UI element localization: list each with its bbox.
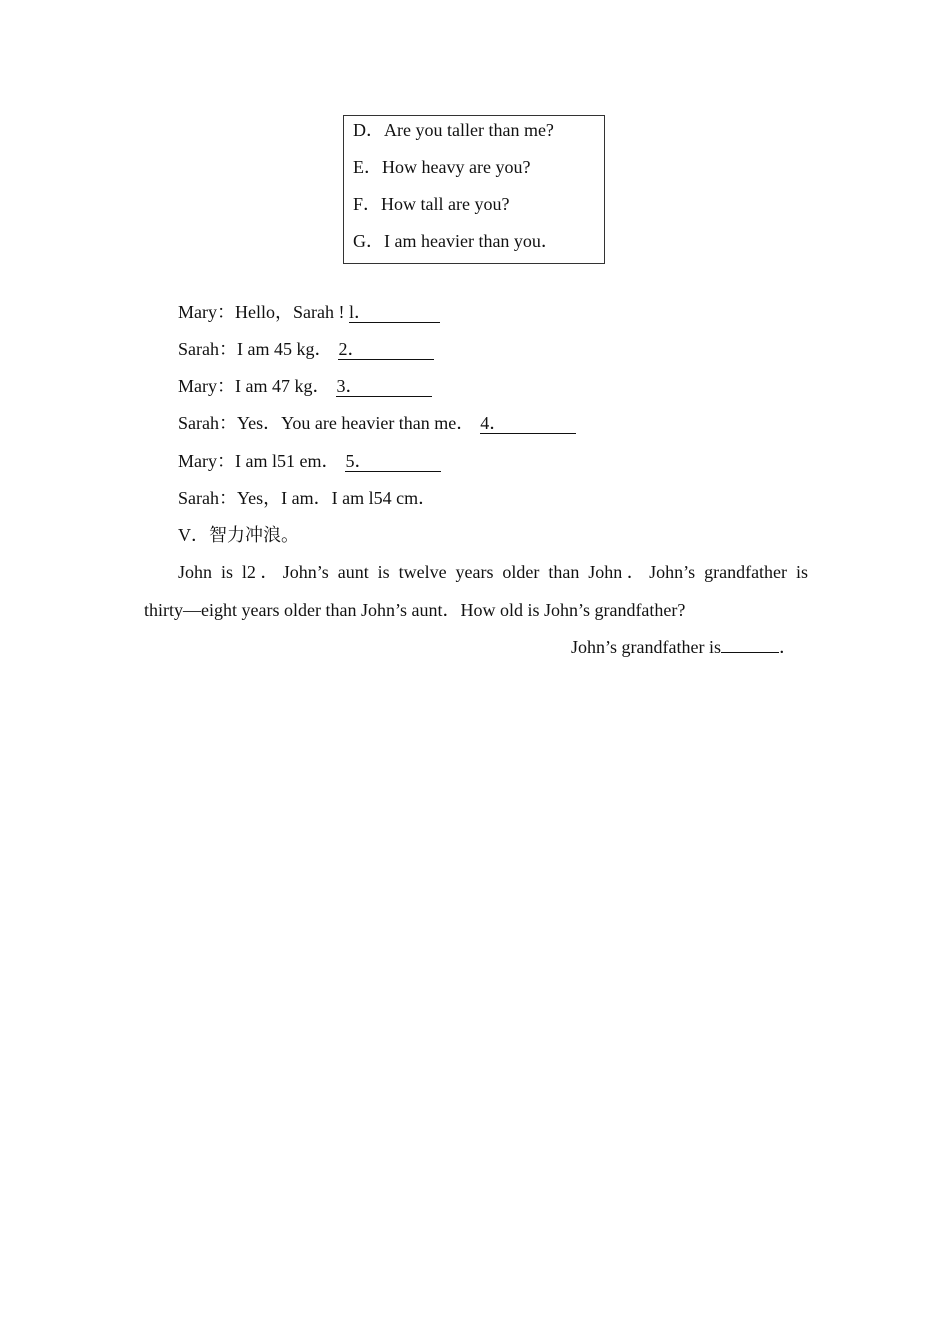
section-heading: V．智力冲浪。 <box>178 525 299 545</box>
answer-line <box>571 636 797 658</box>
dialogue-text: Mary：I am l51 em． <box>178 451 340 471</box>
option-g: G．I am heavier than you． <box>353 231 559 251</box>
answer-blank-5[interactable]: 5． <box>345 452 441 472</box>
dialogue-text: Sarah：Yes．You are heavier than me． <box>178 413 475 433</box>
dialogue-line-4 <box>178 412 576 434</box>
option-e: E．How heavy are you? <box>353 157 531 177</box>
option-f: F．How tall are you? <box>353 194 510 214</box>
dialogue-text: Sarah：I am 45 kg． <box>178 339 333 359</box>
answer-blank-1[interactable]: l． <box>349 303 440 323</box>
answer-blank-grandfather[interactable] <box>721 652 779 653</box>
answer-blank-4[interactable]: 4． <box>480 414 576 434</box>
answer-blank-3[interactable]: 3． <box>336 377 432 397</box>
dialogue-line-1 <box>178 301 440 323</box>
dialogue-line-6 <box>178 487 436 509</box>
dialogue-line-3 <box>178 375 432 397</box>
dialogue-line-5 <box>178 450 441 472</box>
answer-blank-2[interactable]: 2． <box>338 340 434 360</box>
dialogue-text: Sarah：Yes，I am．I am l54 cm． <box>178 488 437 508</box>
answer-prefix: John’s grandfather is <box>571 637 721 657</box>
question-line-1: John is l2．John’s aunt is twelve years older than John．John’s grandfather is <box>178 562 808 582</box>
dialogue-text: Mary：Hello，Sarah ! <box>178 302 349 322</box>
dialogue-text: Mary：I am 47 kg． <box>178 376 331 396</box>
options-box <box>343 115 605 264</box>
dialogue-line-2 <box>178 338 434 360</box>
answer-suffix: ． <box>778 637 797 657</box>
option-d: D．Are you taller than me? <box>353 120 554 140</box>
question-line-2: thirty—eight years older than John’s aunt．How old is John’s grandfather? <box>144 600 686 620</box>
